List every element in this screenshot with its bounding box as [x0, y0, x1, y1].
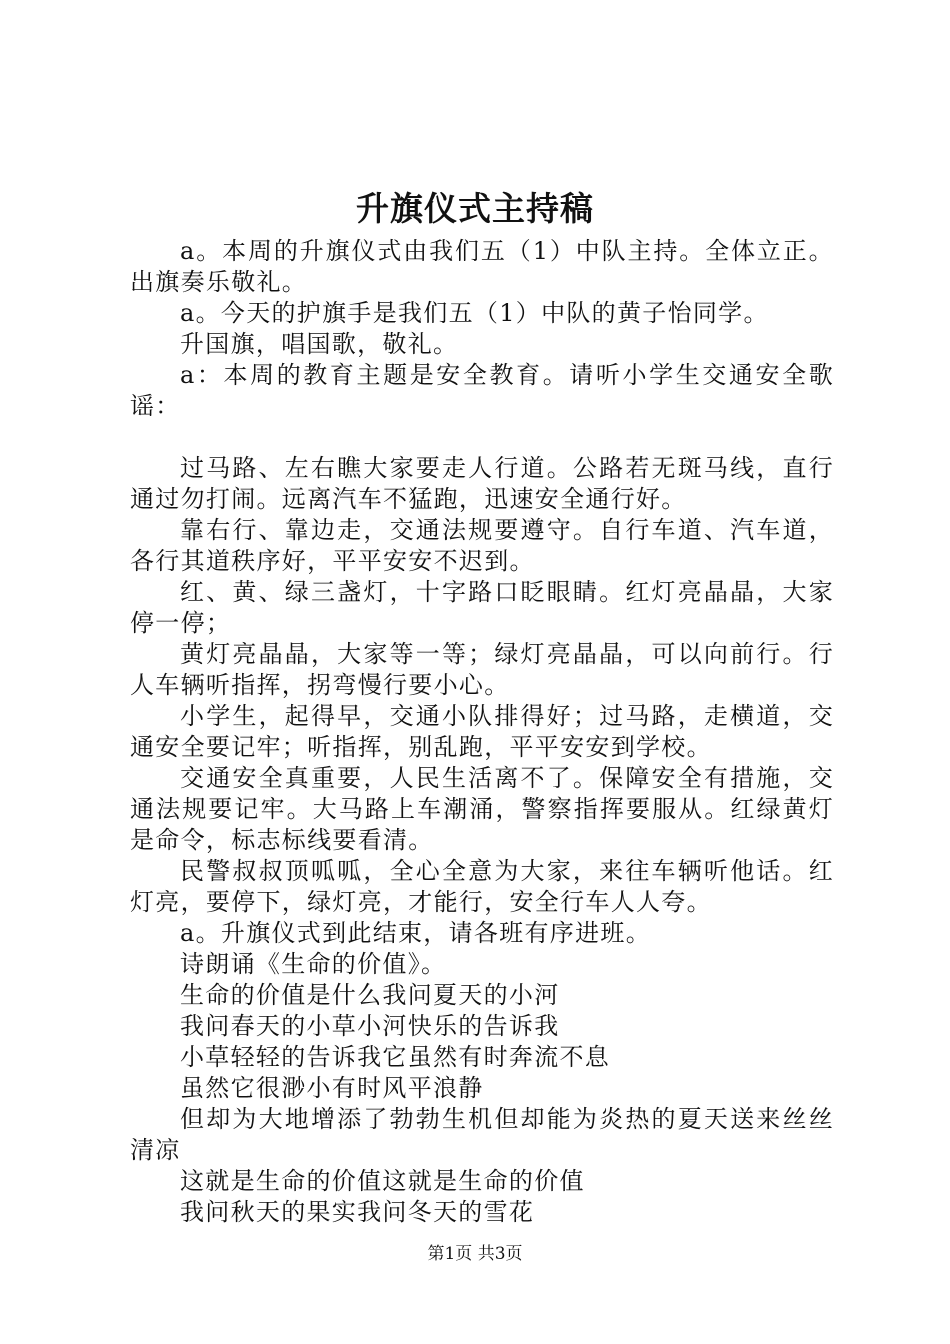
poem-line-1: 生命的价值是什么我问夏天的小河: [180, 981, 560, 1009]
paragraph-2: a。今天的护旗手是我们五（1）中队的黄子怡同学。: [180, 299, 769, 327]
paragraph-1: a。本周的升旗仪式由我们五（1）中队主持。全体立正。出旗奏乐敬礼。: [130, 237, 834, 296]
poem-line-6: 这就是生命的价值这就是生命的价值: [180, 1167, 585, 1195]
paragraph-11: 民警叔叔顶呱呱，全心全意为大家，来往车辆听他话。红灯亮，要停下，绿灯亮，才能行，安全行车人人夸。: [130, 857, 834, 916]
page-footer: 第1页 共3页: [427, 1244, 523, 1264]
paragraph-10: 交通安全真重要，人民生活离不了。保障安全有措施，交通法规要记牢。大马路上车潮涌，警察指挥要服从。红绿黄灯是命令，标志标线要看清。: [130, 764, 834, 854]
poem-line-7: 我问秋天的果实我问冬天的雪花: [180, 1198, 535, 1226]
paragraph-3: 升国旗，唱国歌，敬礼。: [180, 330, 459, 358]
paragraph-13: 诗朗诵《生命的价值》。: [180, 950, 447, 978]
poem-line-3: 小草轻轻的告诉我它虽然有时奔流不息: [180, 1043, 611, 1071]
blank-line: [130, 422, 834, 453]
paragraph-5: 过马路、左右瞧大家要走人行道。公路若无斑马线，直行通过勿打闹。远离汽车不猛跑，迅速安全通行好。: [130, 454, 834, 513]
paragraph-8: 黄灯亮晶晶，大家等一等；绿灯亮晶晶，可以向前行。行人车辆听指挥，拐弯慢行要小心。: [130, 640, 834, 699]
paragraph-12: a。升旗仪式到此结束，请各班有序进班。: [180, 919, 652, 947]
paragraph-7: 红、黄、绿三盏灯，十字路口眨眼睛。红灯亮晶晶，大家停一停；: [130, 578, 834, 637]
document-body: [130, 236, 834, 1228]
paragraph-9: 小学生，起得早，交通小队排得好；过马路，走横道，交通安全要记牢；听指挥，别乱跑，平平安安到学校。: [130, 702, 834, 761]
paragraph-6: 靠右行、靠边走，交通法规要遵守。自行车道、汽车道，各行其道秩序好，平平安安不迟到。: [130, 516, 834, 575]
poem-line-5: 但却为大地增添了勃勃生机但却能为炎热的夏天送来丝丝清凉: [130, 1105, 834, 1164]
poem-line-2: 我问春天的小草小河快乐的告诉我: [180, 1012, 560, 1040]
paragraph-4: a：本周的教育主题是安全教育。请听小学生交通安全歌谣：: [130, 361, 834, 420]
poem-line-4: 虽然它很渺小有时风平浪静: [180, 1074, 484, 1102]
document-title: 升旗仪式主持稿: [356, 189, 594, 228]
